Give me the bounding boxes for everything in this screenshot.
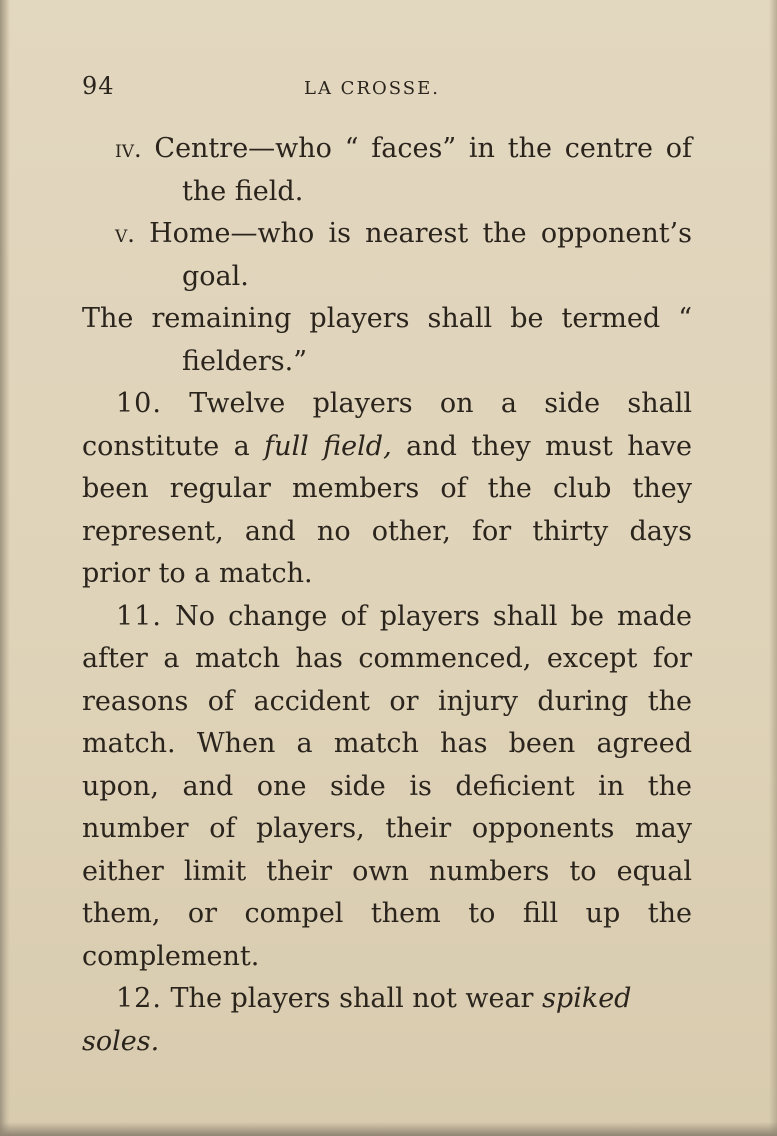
running-head: LA CROSSE. <box>304 78 440 99</box>
page-header <box>82 72 694 108</box>
paragraph-text: The remaining players shall be termed “ fielders.” <box>82 303 692 377</box>
rule-number: 11. <box>116 600 162 632</box>
rule-12-paragraph <box>82 978 692 1063</box>
italic-term: spiked soles. <box>82 983 632 1057</box>
rule-number: 10. <box>116 388 162 419</box>
page-number: 94 <box>82 72 115 100</box>
paragraph-text: No change of players shall be made after a match has commenced, except for reasons of accident or injury during the match. When a match has been agreed upon, and one side is deficient in the number of players, their opponents may either limit their own numbers to equal them, or compel them to fill up the complement. <box>82 600 692 972</box>
list-item-v <box>82 213 692 298</box>
rule-11-paragraph <box>82 596 692 979</box>
paragraph-text: and they must have been regular members of the club they represent, and no other, for thirty days prior to a match. <box>82 430 692 589</box>
italic-term: full field, <box>264 430 392 462</box>
list-item-text: Centre—who “ faces” in the centre of the field. <box>154 133 692 207</box>
list-item-iv <box>82 128 692 213</box>
page-right-edge <box>769 0 777 1136</box>
page-bottom-edge <box>0 1122 777 1136</box>
paragraph-text: The players shall not wear <box>170 983 534 1014</box>
list-item-numeral: v. <box>115 220 135 248</box>
list-item-text: Home—who is nearest the opponent’s goal. <box>149 218 692 292</box>
page-left-edge <box>0 0 10 1136</box>
page-text <box>82 128 692 1063</box>
rule-number: 12. <box>116 983 162 1014</box>
rule-10-paragraph <box>82 383 692 596</box>
remaining-players-paragraph <box>82 298 692 383</box>
list-item-numeral: iv. <box>115 135 142 163</box>
paragraph-text: Twelve players on a side shall constitute a <box>82 388 692 462</box>
